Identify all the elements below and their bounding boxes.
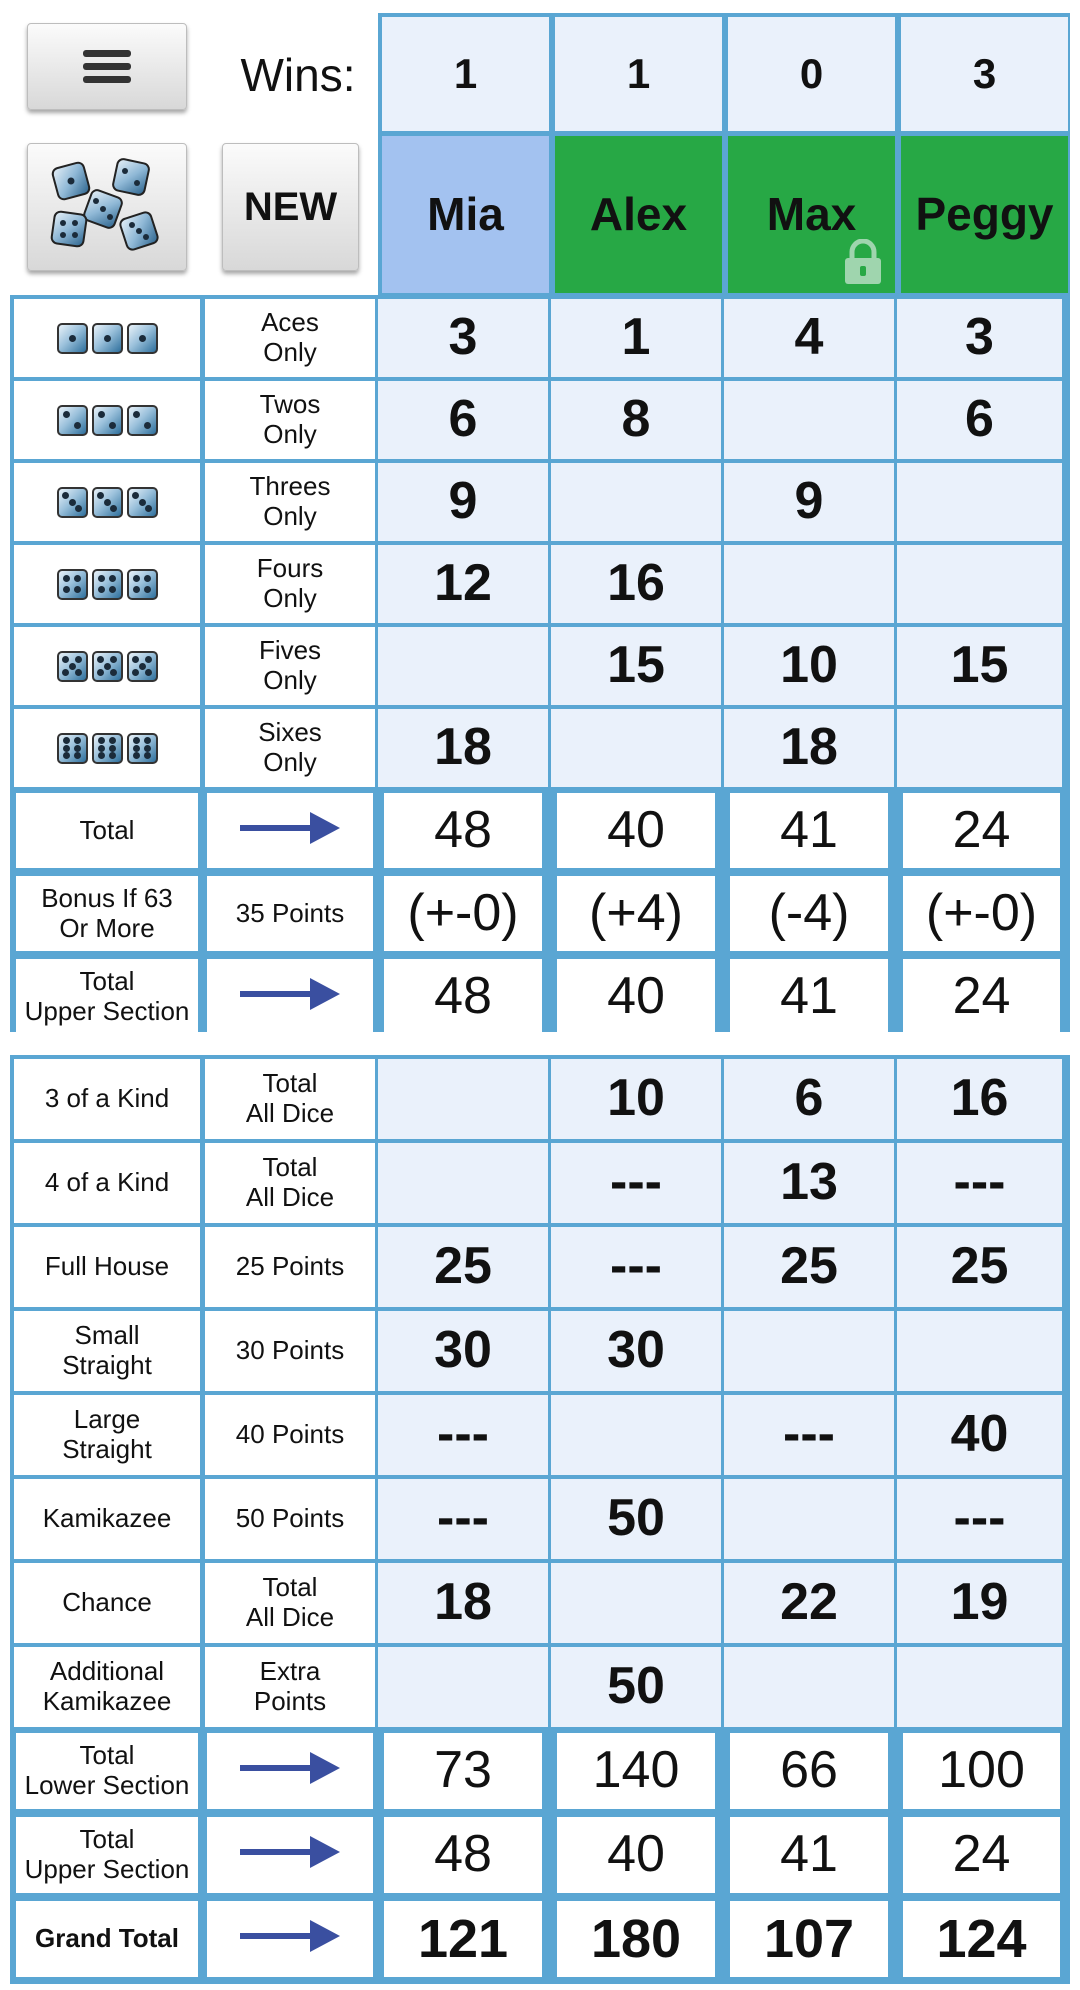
cell-text: 13 <box>780 1153 838 1212</box>
score-cell[interactable] <box>551 463 721 541</box>
score-cell[interactable] <box>724 627 894 705</box>
score-cell[interactable] <box>551 709 721 787</box>
cell-text: 15 <box>607 636 665 695</box>
score-cell[interactable] <box>897 1563 1062 1643</box>
cell-text: --- <box>783 1405 835 1464</box>
row-desc <box>205 1059 375 1139</box>
row-icon <box>14 299 200 377</box>
cell-text: 16 <box>607 554 665 613</box>
score-cell[interactable] <box>551 627 721 705</box>
cell-text: --- <box>953 1153 1006 1212</box>
score-cell[interactable] <box>724 381 894 459</box>
row-desc <box>205 1479 375 1559</box>
row-icon <box>14 627 200 705</box>
row-label <box>205 463 375 541</box>
score-cell[interactable] <box>378 1059 548 1139</box>
cell-text: Sixes Only <box>258 717 322 777</box>
score-cell[interactable] <box>378 299 548 377</box>
total-value <box>730 1901 888 1977</box>
cell-text: 18 <box>780 718 838 777</box>
cell-text: 40 Points <box>235 1419 345 1450</box>
wins-cell-peggy <box>901 17 1068 131</box>
score-cell[interactable] <box>378 545 548 623</box>
new-game-label: NEW <box>243 184 338 229</box>
total-value <box>557 876 715 951</box>
cell-text: Aces Only <box>261 307 319 367</box>
row-label <box>205 545 375 623</box>
cell-text: Fives Only <box>258 635 322 695</box>
score-cell[interactable] <box>551 1227 721 1307</box>
dice-icon <box>47 155 167 260</box>
cell-text: --- <box>437 1405 489 1464</box>
cell-text: 3 <box>965 308 994 367</box>
total-value <box>730 793 888 868</box>
total-label <box>16 959 198 1034</box>
cell-text: 9 <box>794 472 824 531</box>
total-value <box>730 959 888 1034</box>
cell-text: 30 <box>434 1321 492 1380</box>
arrow-right-icon <box>240 976 340 1017</box>
cell-text: 180 <box>590 1908 682 1969</box>
total-value <box>557 1901 715 1977</box>
row-label <box>205 299 375 377</box>
score-cell[interactable] <box>378 1647 548 1727</box>
total-label <box>16 876 198 951</box>
cell-text: 12 <box>434 554 492 613</box>
total-value <box>903 793 1060 868</box>
score-cell[interactable] <box>551 1563 721 1643</box>
cell-text: Threes Only <box>249 471 331 531</box>
new-game-button[interactable] <box>222 143 359 271</box>
score-cell[interactable] <box>897 1311 1062 1391</box>
score-cell[interactable] <box>724 1647 894 1727</box>
score-cell[interactable] <box>551 1311 721 1391</box>
cell-text: Fours Only <box>256 553 324 613</box>
row-desc <box>205 1647 375 1727</box>
score-cell[interactable] <box>378 709 548 787</box>
total-value <box>384 1733 542 1809</box>
total-desc <box>207 1901 373 1977</box>
cell-text: 48 <box>434 1825 492 1884</box>
total-label <box>16 1817 198 1893</box>
total-desc <box>207 876 373 951</box>
cell-text: 18 <box>434 718 492 777</box>
cell-text: (+-0) <box>407 883 519 942</box>
score-cell[interactable] <box>551 1479 721 1559</box>
score-cell[interactable] <box>897 627 1062 705</box>
cell-text: 0 <box>799 49 824 97</box>
cell-text: 18 <box>434 1573 492 1632</box>
cell-text: Mia <box>427 188 504 241</box>
cell-text: 73 <box>434 1741 492 1800</box>
lock-icon <box>841 239 885 285</box>
wins-cell-max <box>728 17 895 131</box>
menu-button[interactable] <box>27 23 187 110</box>
cell-text: Bonus If 63 Or More <box>41 882 173 943</box>
cell-text: Alex <box>589 188 688 241</box>
score-cell[interactable] <box>724 1395 894 1475</box>
total-desc <box>207 1733 373 1809</box>
total-value <box>384 959 542 1034</box>
arrow-right-icon <box>240 1918 340 1959</box>
dice-threes-icon <box>57 487 158 518</box>
cell-text: 41 <box>780 966 838 1025</box>
cell-text: Total Upper Section <box>24 965 190 1026</box>
cell-text: 24 <box>952 800 1011 859</box>
total-value <box>903 1901 1060 1977</box>
cell-text: Total All Dice <box>245 1572 335 1632</box>
row-label <box>14 1563 200 1643</box>
cell-text: (-4) <box>768 883 850 942</box>
cell-text: Total Lower Section <box>24 1740 190 1800</box>
player-header <box>378 13 1070 297</box>
cell-text: 30 <box>607 1321 665 1380</box>
total-value <box>730 1733 888 1809</box>
dice-twos-icon <box>57 405 158 436</box>
cell-text: 22 <box>780 1573 838 1632</box>
total-value <box>384 1901 542 1977</box>
row-label <box>14 1227 200 1307</box>
dice-fives-icon <box>57 651 158 682</box>
cell-text: 50 <box>607 1657 665 1716</box>
score-cell[interactable] <box>724 463 894 541</box>
row-label <box>14 1059 200 1139</box>
total-value <box>557 793 715 868</box>
cell-text: 4 <box>794 308 824 367</box>
score-cell[interactable] <box>897 709 1062 787</box>
cell-text: 140 <box>592 1741 680 1800</box>
score-cell[interactable] <box>551 299 721 377</box>
row-desc <box>205 1227 375 1307</box>
cell-text: 66 <box>780 1741 838 1800</box>
cell-text: Kamikazee <box>42 1503 172 1534</box>
arrow-right-icon <box>240 1750 340 1791</box>
wins-cell-alex <box>555 17 722 131</box>
row-icon <box>14 381 200 459</box>
player-name-max[interactable] <box>728 136 895 293</box>
cell-text: Total <box>79 814 135 845</box>
cell-text: (+-0) <box>925 883 1038 942</box>
cell-text: 1 <box>626 49 651 97</box>
cell-text: 40 <box>950 1405 1009 1464</box>
cell-text: 24 <box>952 966 1011 1025</box>
total-value <box>557 959 715 1034</box>
cell-text: 3 <box>972 49 997 97</box>
score-cell[interactable] <box>897 1059 1062 1139</box>
score-cell[interactable] <box>551 381 721 459</box>
score-cell[interactable] <box>724 709 894 787</box>
score-cell[interactable] <box>551 1059 721 1139</box>
score-cell[interactable] <box>378 1479 548 1559</box>
cell-text: 6 <box>794 1069 824 1128</box>
cell-text: 6 <box>448 390 478 449</box>
cell-text: 35 Points <box>235 897 345 928</box>
score-cell[interactable] <box>897 1227 1062 1307</box>
cell-text: 40 <box>607 966 665 1025</box>
total-value <box>903 1817 1060 1893</box>
row-desc <box>205 1395 375 1475</box>
cell-text: 15 <box>950 636 1009 695</box>
cell-text: 30 Points <box>235 1335 345 1366</box>
cell-text: 50 <box>607 1489 665 1548</box>
cell-text: 19 <box>950 1573 1009 1632</box>
cell-text: 1 <box>453 49 478 97</box>
score-cell[interactable] <box>724 299 894 377</box>
cell-text: 124 <box>936 1908 1027 1969</box>
score-cell[interactable] <box>897 463 1062 541</box>
cell-text: 16 <box>950 1069 1009 1128</box>
row-label <box>205 627 375 705</box>
row-desc <box>205 1143 375 1223</box>
row-icon <box>14 545 200 623</box>
score-cell[interactable] <box>378 1143 548 1223</box>
cell-text: 121 <box>417 1908 509 1969</box>
cell-text: Chance <box>62 1587 152 1618</box>
total-value <box>384 793 542 868</box>
score-cell[interactable] <box>551 1395 721 1475</box>
row-icon <box>14 709 200 787</box>
cell-text: --- <box>437 1489 489 1548</box>
cell-text: 24 <box>952 1825 1011 1884</box>
cell-text: --- <box>610 1153 662 1212</box>
dice-sixes-icon <box>57 733 158 764</box>
row-icon <box>14 463 200 541</box>
cell-text: Large Straight <box>62 1404 152 1464</box>
cell-text: Total Upper Section <box>24 1824 190 1884</box>
cell-text: 48 <box>434 800 492 859</box>
score-cell[interactable] <box>378 627 548 705</box>
total-value <box>903 959 1060 1034</box>
score-cell[interactable] <box>724 1563 894 1643</box>
total-value <box>557 1733 715 1809</box>
arrow-right-icon <box>240 810 340 851</box>
arrow-right-icon <box>240 1834 340 1875</box>
cell-text: (+4) <box>589 883 683 942</box>
total-value <box>730 876 888 951</box>
cell-text: 10 <box>780 636 838 695</box>
cell-text: 3 <box>448 308 478 367</box>
player-name-peggy[interactable] <box>901 136 1068 293</box>
cell-text: 25 <box>950 1237 1009 1296</box>
total-desc <box>207 1817 373 1893</box>
cell-text: Twos Only <box>259 389 321 449</box>
wins-cell-mia <box>382 17 549 131</box>
cell-text: 9 <box>448 472 478 531</box>
roll-dice-button[interactable] <box>27 143 187 271</box>
row-desc <box>205 1311 375 1391</box>
total-value <box>384 876 542 951</box>
score-cell[interactable] <box>897 545 1062 623</box>
cell-text: Full House <box>44 1251 170 1282</box>
row-label <box>14 1395 200 1475</box>
lower-section <box>10 1055 1070 1984</box>
total-value <box>730 1817 888 1893</box>
total-label <box>16 793 198 868</box>
cell-text: 25 <box>780 1237 838 1296</box>
row-label <box>14 1647 200 1727</box>
cell-text: 50 Points <box>235 1503 345 1534</box>
score-cell[interactable] <box>378 463 548 541</box>
player-name-alex[interactable] <box>555 136 722 293</box>
cell-text: Peggy <box>915 188 1054 241</box>
cell-text: 1 <box>621 308 651 367</box>
total-desc <box>207 793 373 868</box>
row-label <box>14 1143 200 1223</box>
upper-section <box>10 295 1070 1032</box>
dice-ones-icon <box>57 323 158 354</box>
cell-text: 25 Points <box>235 1251 345 1282</box>
row-label <box>14 1311 200 1391</box>
wins-label: Wins: <box>240 49 356 101</box>
cell-text: Total All Dice <box>245 1152 335 1212</box>
dice-fours-icon <box>57 569 158 600</box>
score-cell[interactable] <box>724 1059 894 1139</box>
cell-text: 3 of a Kind <box>44 1083 170 1114</box>
score-cell[interactable] <box>378 1311 548 1391</box>
cell-text: Grand Total <box>35 1923 179 1954</box>
score-cell[interactable] <box>724 545 894 623</box>
total-value <box>903 1733 1060 1809</box>
cell-text: Small Straight <box>62 1320 152 1380</box>
score-cell[interactable] <box>724 1143 894 1223</box>
cell-text: 41 <box>780 1825 838 1884</box>
score-cell[interactable] <box>724 1479 894 1559</box>
row-label <box>205 709 375 787</box>
cell-text: 100 <box>938 1741 1025 1800</box>
cell-text: Additional Kamikazee <box>42 1656 172 1716</box>
cell-text: 107 <box>763 1908 855 1969</box>
cell-text: 40 <box>607 1825 665 1884</box>
score-cell[interactable] <box>378 1227 548 1307</box>
row-label <box>205 381 375 459</box>
total-desc <box>207 959 373 1034</box>
score-cell[interactable] <box>378 1563 548 1643</box>
score-cell[interactable] <box>897 1647 1062 1727</box>
hamburger-menu-icon <box>81 48 133 86</box>
score-cell[interactable] <box>378 1395 548 1475</box>
row-label <box>14 1479 200 1559</box>
cell-text: 10 <box>607 1069 665 1128</box>
total-label <box>16 1733 198 1809</box>
cell-text: --- <box>610 1237 662 1296</box>
cell-text: 48 <box>434 966 492 1025</box>
score-cell[interactable] <box>724 1227 894 1307</box>
row-desc <box>205 1563 375 1643</box>
player-name-mia[interactable] <box>382 136 549 293</box>
score-cell[interactable] <box>724 1311 894 1391</box>
score-cell[interactable] <box>551 1143 721 1223</box>
total-value <box>557 1817 715 1893</box>
score-cell[interactable] <box>551 1647 721 1727</box>
cell-text: 25 <box>434 1237 492 1296</box>
score-cell[interactable] <box>897 1479 1062 1559</box>
score-cell[interactable] <box>551 545 721 623</box>
cell-text: 6 <box>965 390 994 449</box>
score-cell[interactable] <box>897 299 1062 377</box>
cell-text: Total All Dice <box>245 1068 335 1128</box>
total-value <box>903 876 1060 951</box>
score-cell[interactable] <box>897 1143 1062 1223</box>
total-value <box>384 1817 542 1893</box>
score-cell[interactable] <box>378 381 548 459</box>
score-cell[interactable] <box>897 381 1062 459</box>
cell-text: 40 <box>607 800 665 859</box>
cell-text: Extra Points <box>253 1656 327 1716</box>
cell-text: 4 of a Kind <box>44 1167 170 1198</box>
cell-text: --- <box>953 1489 1006 1548</box>
total-label <box>16 1901 198 1977</box>
cell-text: Max <box>766 188 857 241</box>
score-cell[interactable] <box>897 1395 1062 1475</box>
cell-text: 8 <box>621 390 651 449</box>
cell-text: 41 <box>780 800 838 859</box>
